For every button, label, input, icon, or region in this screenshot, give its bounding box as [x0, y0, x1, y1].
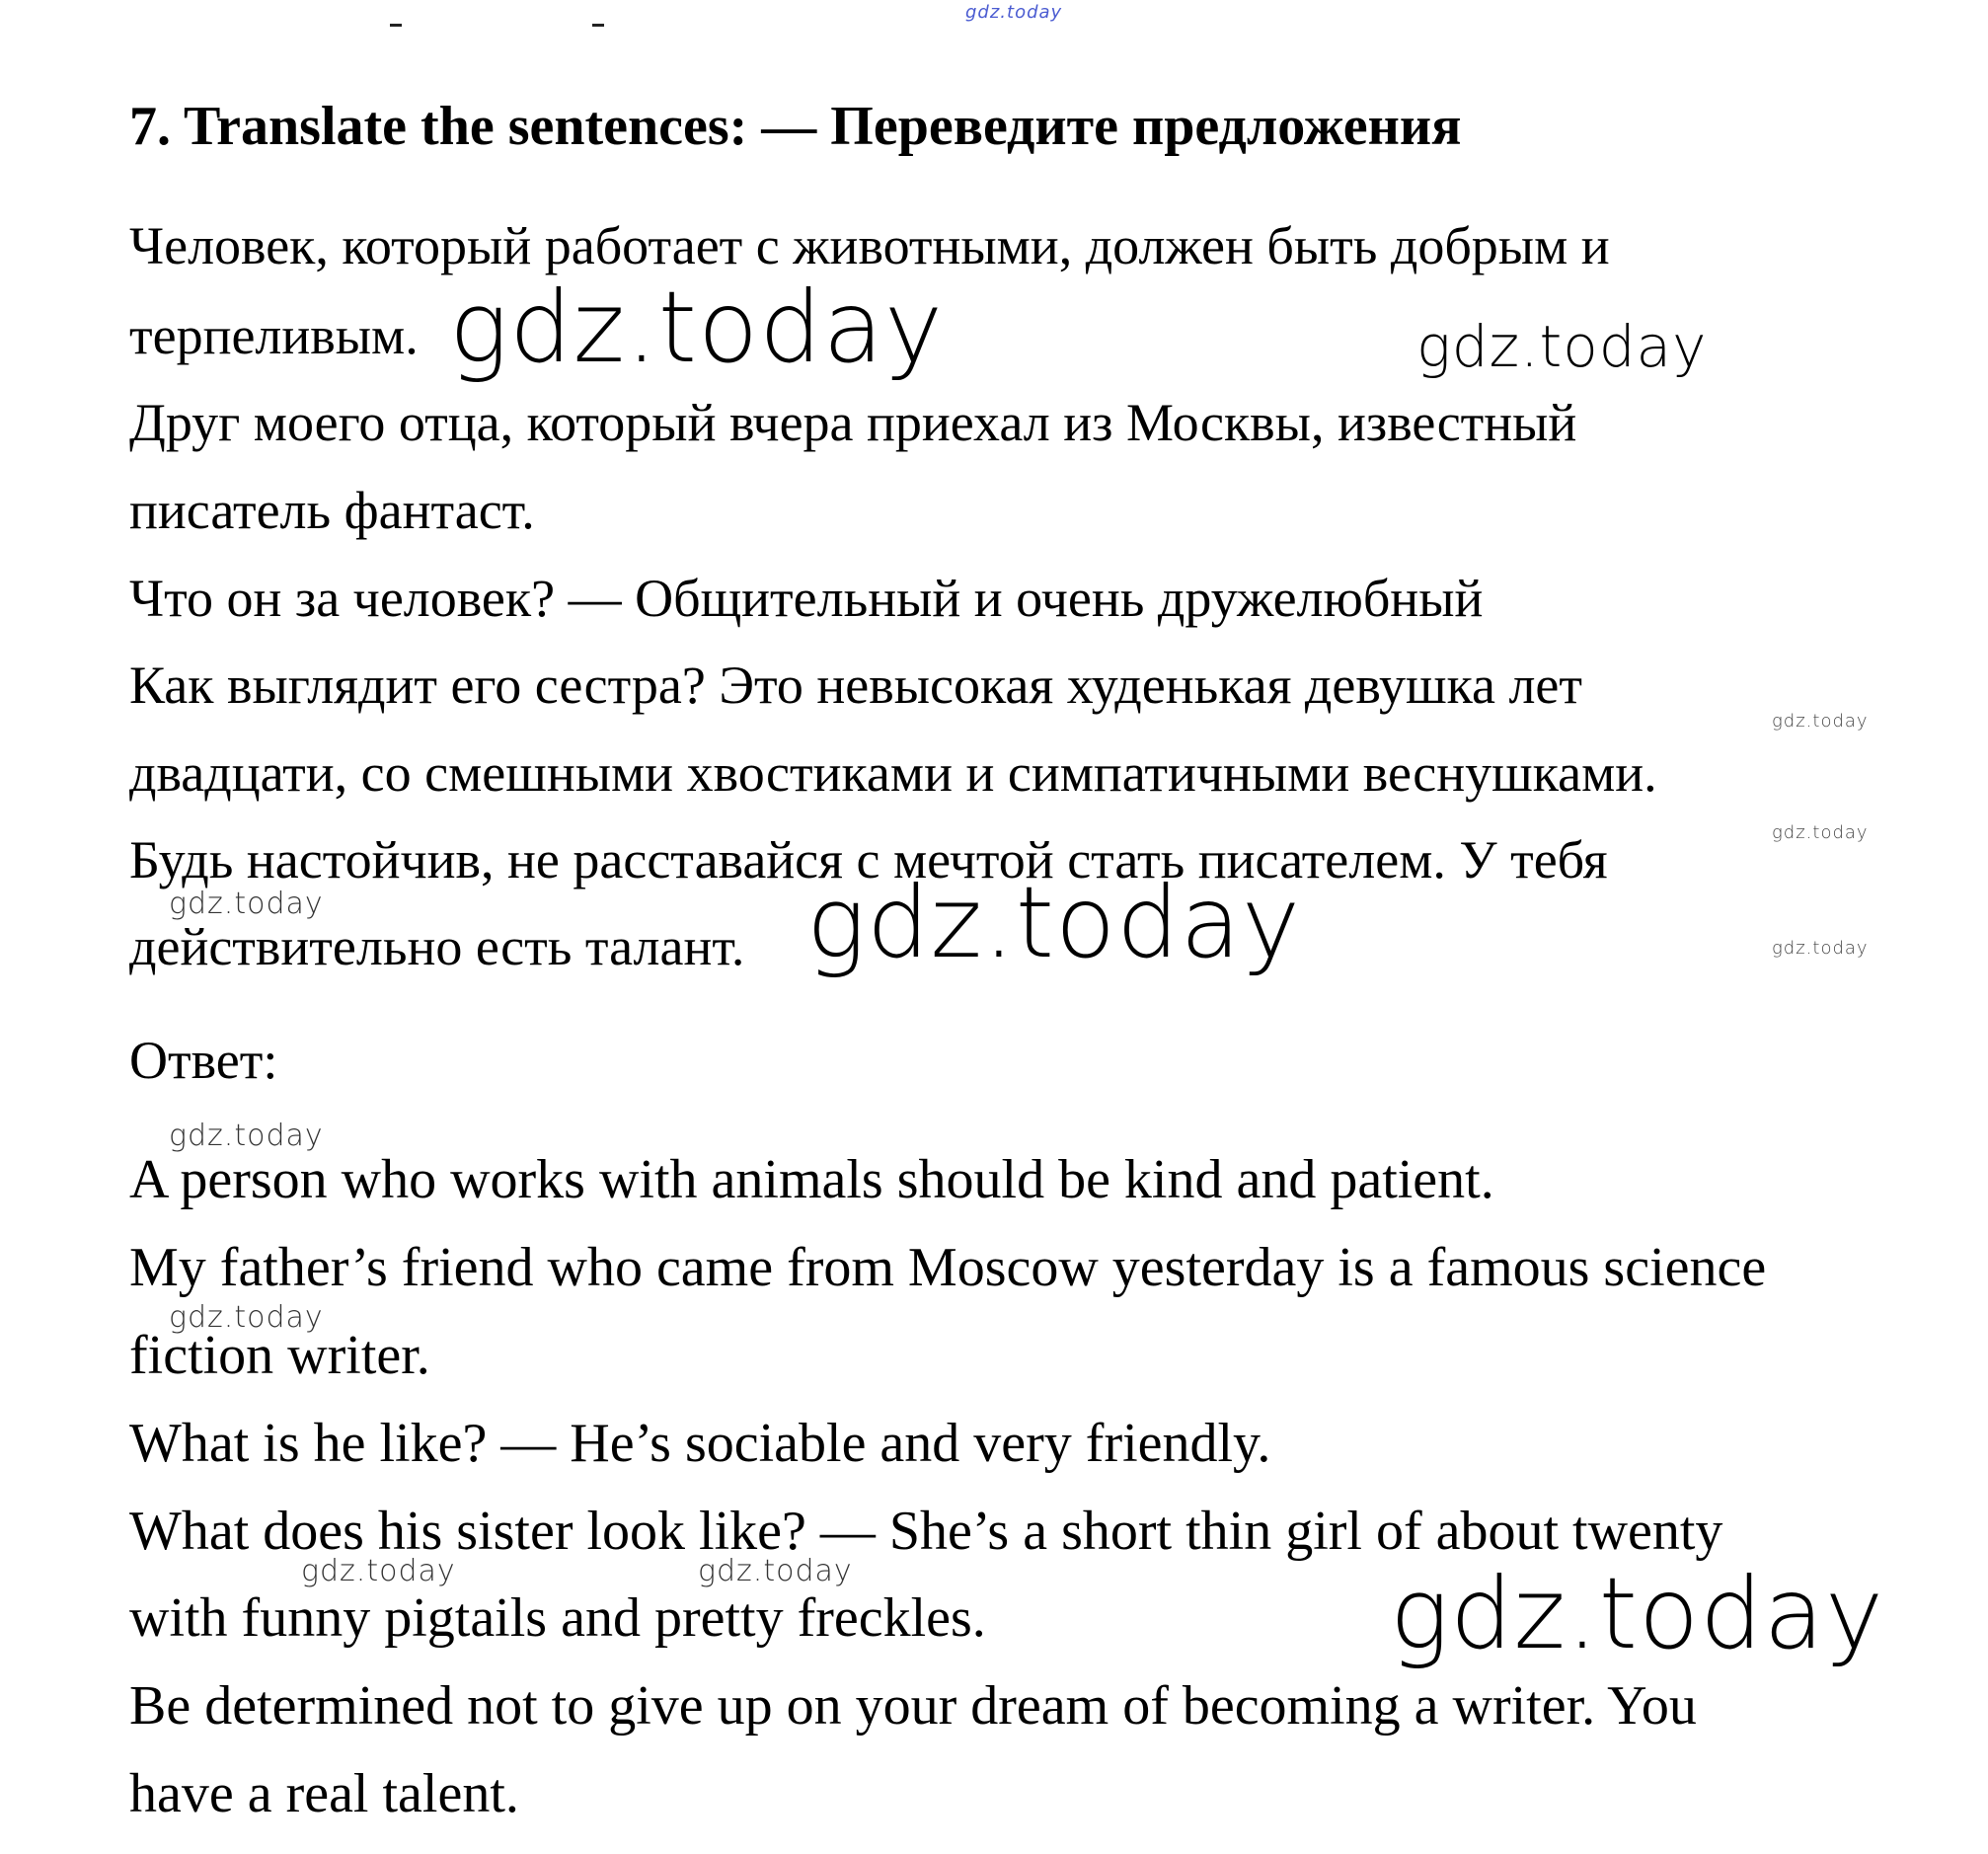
russian-line: Что он за человек? — Общительный и очень дружелюбный: [129, 569, 1484, 628]
watermark: gdz.today: [1390, 1556, 1885, 1671]
watermark: gdz.today: [169, 887, 324, 921]
exercise-title: 7. Translate the sentences: — Переведите предложения: [129, 96, 1462, 157]
english-line: My father’s friend who came from Moscow yesterday is a famous science: [129, 1237, 1767, 1298]
watermark-top: gdz.today: [965, 2, 1063, 23]
english-line: fiction writer.: [129, 1325, 430, 1386]
english-line: have a real talent.: [129, 1763, 519, 1824]
russian-line: двадцати, со смешными хвостиками и симпатичными веснушками.: [129, 743, 1657, 803]
watermark: gdz.today: [1772, 711, 1869, 732]
russian-line: действительно есть талант.: [129, 917, 745, 976]
scan-artifact: [592, 24, 604, 27]
russian-line: Человек, который работает с животными, должен быть добрым и: [129, 216, 1610, 275]
english-line: A person who works with animals should be kind and patient.: [129, 1149, 1494, 1210]
english-line: Be determined not to give up on your dream of becoming a writer. You: [129, 1675, 1697, 1737]
russian-line: Будь настойчив, не расставайся с мечтой стать писателем. У тебя: [129, 830, 1608, 889]
watermark: gdz.today: [698, 1554, 853, 1588]
answer-label: Ответ:: [129, 1031, 278, 1090]
scan-artifact: [390, 24, 402, 27]
watermark: gdz.today: [1772, 822, 1869, 843]
english-line: What is he like? — He’s sociable and very friendly.: [129, 1413, 1271, 1474]
russian-line: писатель фантаст.: [129, 481, 535, 540]
russian-line: Как выглядит его сестра? Это невысокая худенькая девушка лет: [129, 656, 1583, 715]
watermark: gdz.today: [1772, 938, 1869, 959]
english-line: What does his sister look like? — She’s a short thin girl of about twenty: [129, 1501, 1723, 1562]
english-line: with funny pigtails and pretty freckles.: [129, 1587, 986, 1649]
watermark: gdz.today: [169, 1119, 324, 1153]
watermark: gdz.today: [806, 865, 1302, 980]
russian-line: Друг моего отца, который вчера приехал из Москвы, известный: [129, 393, 1577, 452]
watermark: gdz.today: [1416, 313, 1708, 380]
watermark: gdz.today: [169, 1300, 324, 1335]
watermark: gdz.today: [301, 1554, 456, 1588]
russian-line: терпеливым.: [129, 306, 419, 365]
watermark: gdz.today: [449, 270, 945, 385]
